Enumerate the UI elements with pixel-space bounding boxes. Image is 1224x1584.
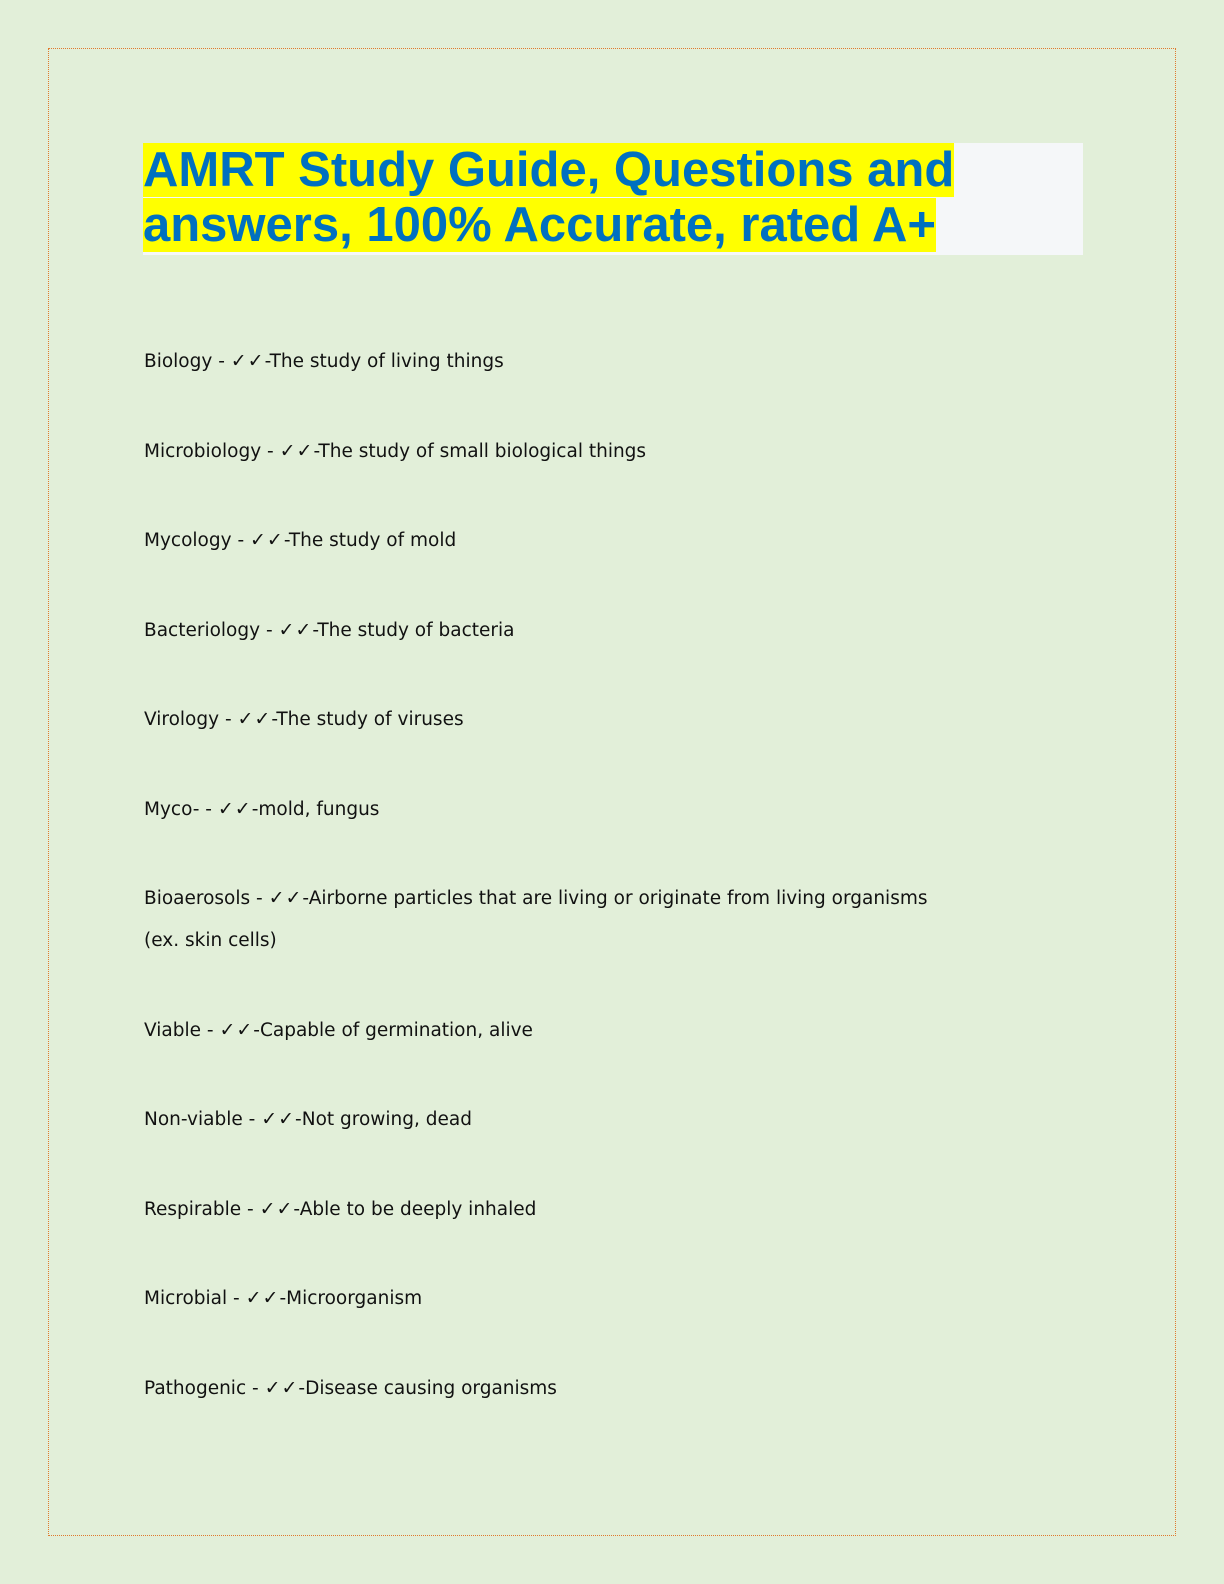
glossary-entry: Myco- - ✓✓-mold, fungus	[144, 797, 380, 820]
glossary-entry: Biology - ✓✓-The study of living things	[144, 350, 504, 372]
entry-term: Microbiology	[144, 440, 262, 462]
entry-definition: The study of living things	[269, 351, 504, 372]
entry-definition: Airborne particles that are living or originate from living organisms	[308, 888, 928, 909]
entry-definition: The study of viruses	[276, 709, 464, 730]
entry-term: Bacteriology	[144, 619, 261, 641]
check-mark-icon: ✓✓	[261, 1108, 296, 1130]
glossary-entry: Respirable - ✓✓-Able to be deeply inhaled	[144, 1197, 537, 1220]
entry-term: Microbial	[144, 1288, 228, 1309]
entry-term: Virology	[144, 709, 220, 730]
check-mark-icon: ✓✓	[264, 1376, 299, 1399]
check-mark-icon: ✓✓	[237, 708, 272, 730]
entry-term: Respirable	[144, 1198, 242, 1220]
title-block	[143, 143, 1083, 255]
glossary-entry: Mycology - ✓✓-The study of mold	[144, 529, 457, 551]
entry-definition: mold, fungus	[258, 798, 380, 820]
check-mark-icon: ✓✓	[217, 797, 252, 820]
entry-term: Pathogenic	[144, 1377, 247, 1399]
entry-definition-continued: (ex. skin cells)	[144, 930, 277, 951]
check-mark-icon: ✓✓	[245, 1287, 280, 1309]
entry-definition: Capable of germination, alive	[259, 1019, 533, 1041]
glossary-entry: Microbial - ✓✓-Microorganism	[144, 1287, 423, 1309]
check-mark-icon: ✓✓	[219, 1018, 254, 1041]
glossary-entry: Bacteriology - ✓✓-The study of bacteria	[144, 618, 515, 641]
glossary-entry: Virology - ✓✓-The study of viruses	[144, 708, 464, 730]
entry-term: Viable	[144, 1019, 201, 1041]
entry-term: Bioaerosols	[144, 888, 251, 909]
glossary-entry: Pathogenic - ✓✓-Disease causing organisms	[144, 1376, 557, 1399]
glossary-entry: Non-viable - ✓✓-Not growing, dead	[144, 1108, 472, 1130]
glossary-entry: Bioaerosols - ✓✓-Airborne particles that are living or originate from living organisms (ex. skin cells)	[144, 887, 928, 951]
check-mark-icon: ✓✓	[278, 618, 313, 641]
glossary-entry: Viable - ✓✓-Capable of germination, alive	[144, 1018, 533, 1041]
entry-definition: Microorganism	[286, 1288, 423, 1309]
title-line-1: AMRT Study Guide, Questions and	[143, 143, 955, 197]
entry-definition: The study of bacteria	[317, 619, 515, 641]
check-mark-icon: ✓✓	[259, 1197, 294, 1220]
entry-term: Mycology	[144, 530, 232, 551]
check-mark-icon: ✓✓	[250, 529, 284, 551]
entry-term: Biology	[144, 351, 213, 372]
glossary-list	[144, 340, 1044, 1456]
check-mark-icon: ✓✓	[230, 350, 265, 372]
glossary-entry: Microbiology - ✓✓-The study of small biological things	[144, 439, 647, 462]
document-title	[143, 143, 1083, 253]
entry-definition: Disease causing organisms	[305, 1377, 557, 1399]
check-mark-icon: ✓✓	[279, 439, 314, 462]
entry-definition: Not growing, dead	[301, 1109, 472, 1130]
entry-definition: Able to be deeply inhaled	[299, 1198, 537, 1220]
entry-definition: The study of mold	[288, 530, 457, 551]
title-line-2: answers, 100% Accurate, rated A+	[143, 198, 937, 252]
entry-definition: The study of small biological things	[318, 440, 647, 462]
entry-term: Myco-	[144, 798, 200, 820]
entry-term: Non-viable	[144, 1109, 243, 1130]
check-mark-icon: ✓✓	[268, 887, 303, 909]
